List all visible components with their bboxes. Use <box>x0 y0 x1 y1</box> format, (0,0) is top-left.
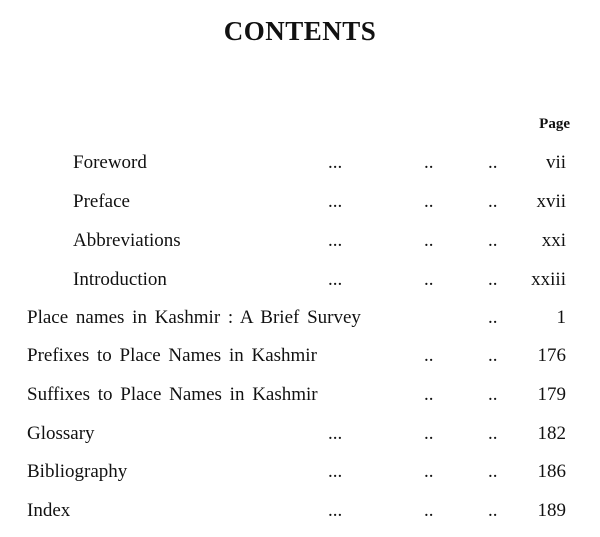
toc-entry <box>0 152 600 178</box>
dot-leader: .. <box>488 269 498 290</box>
toc-page-number: xvii <box>536 191 566 212</box>
toc-entry <box>0 345 600 371</box>
toc-page-number: xxi <box>541 230 566 251</box>
page-title: CONTENTS <box>223 16 377 46</box>
toc-entry <box>0 461 600 487</box>
toc-entry-title: Preface <box>73 191 130 212</box>
toc-entry-title: Prefixes to Place Names in Kashmir <box>27 345 317 366</box>
toc-entry-title: Place names in Kashmir : A Brief Survey <box>27 307 361 328</box>
dot-leader: .. <box>488 384 498 405</box>
dot-leader: .. <box>424 500 434 521</box>
toc-entry-title: Suffixes to Place Names in Kashmir <box>27 384 318 405</box>
dot-leader: ... <box>328 461 343 482</box>
toc-entry-title: Foreword <box>73 152 147 173</box>
toc-entry-title: Glossary <box>27 423 95 444</box>
dot-leader: ... <box>328 230 343 251</box>
toc-entry-title: Bibliography <box>27 461 128 482</box>
toc-page-number: vii <box>545 152 566 173</box>
toc-page-number: xxiii <box>531 269 566 290</box>
toc-page-number: 182 <box>537 423 566 444</box>
dot-leader: ... <box>328 191 343 212</box>
dot-leader: .. <box>488 191 498 212</box>
dot-leader: .. <box>424 230 434 251</box>
dot-leader: .. <box>424 384 434 405</box>
dot-leader: .. <box>488 230 498 251</box>
dot-leader: ... <box>328 152 343 173</box>
toc-entry <box>0 384 600 410</box>
dot-leader: .. <box>424 423 434 444</box>
toc-page-number: 186 <box>537 461 566 482</box>
dot-leader: .. <box>424 269 434 290</box>
dot-leader: .. <box>424 191 434 212</box>
dot-leader: .. <box>488 345 498 366</box>
toc-page-number: 189 <box>537 500 566 521</box>
dot-leader: ... <box>328 500 343 521</box>
dot-leader: .. <box>488 423 498 444</box>
toc-page-number: 176 <box>537 345 566 366</box>
toc-entry <box>0 423 600 449</box>
toc-entry <box>0 230 600 256</box>
dot-leader: .. <box>488 500 498 521</box>
dot-leader: .. <box>424 461 434 482</box>
toc-page-number: 179 <box>537 384 566 405</box>
toc-page-number: 1 <box>556 307 566 328</box>
toc-entry <box>0 191 600 217</box>
dot-leader: .. <box>488 152 498 173</box>
toc-entry-title: Introduction <box>73 269 167 290</box>
toc-entry <box>0 500 600 526</box>
page-column-header: Page <box>539 116 570 132</box>
toc-entry-title: Abbreviations <box>73 230 181 251</box>
toc-entry <box>0 269 600 295</box>
dot-leader: .. <box>488 461 498 482</box>
toc-entry <box>0 307 600 333</box>
toc-entry-title: Index <box>27 500 71 521</box>
dot-leader: ... <box>328 423 343 444</box>
dot-leader: .. <box>424 345 434 366</box>
dot-leader: .. <box>488 307 498 328</box>
dot-leader: .. <box>424 152 434 173</box>
dot-leader: ... <box>328 269 343 290</box>
